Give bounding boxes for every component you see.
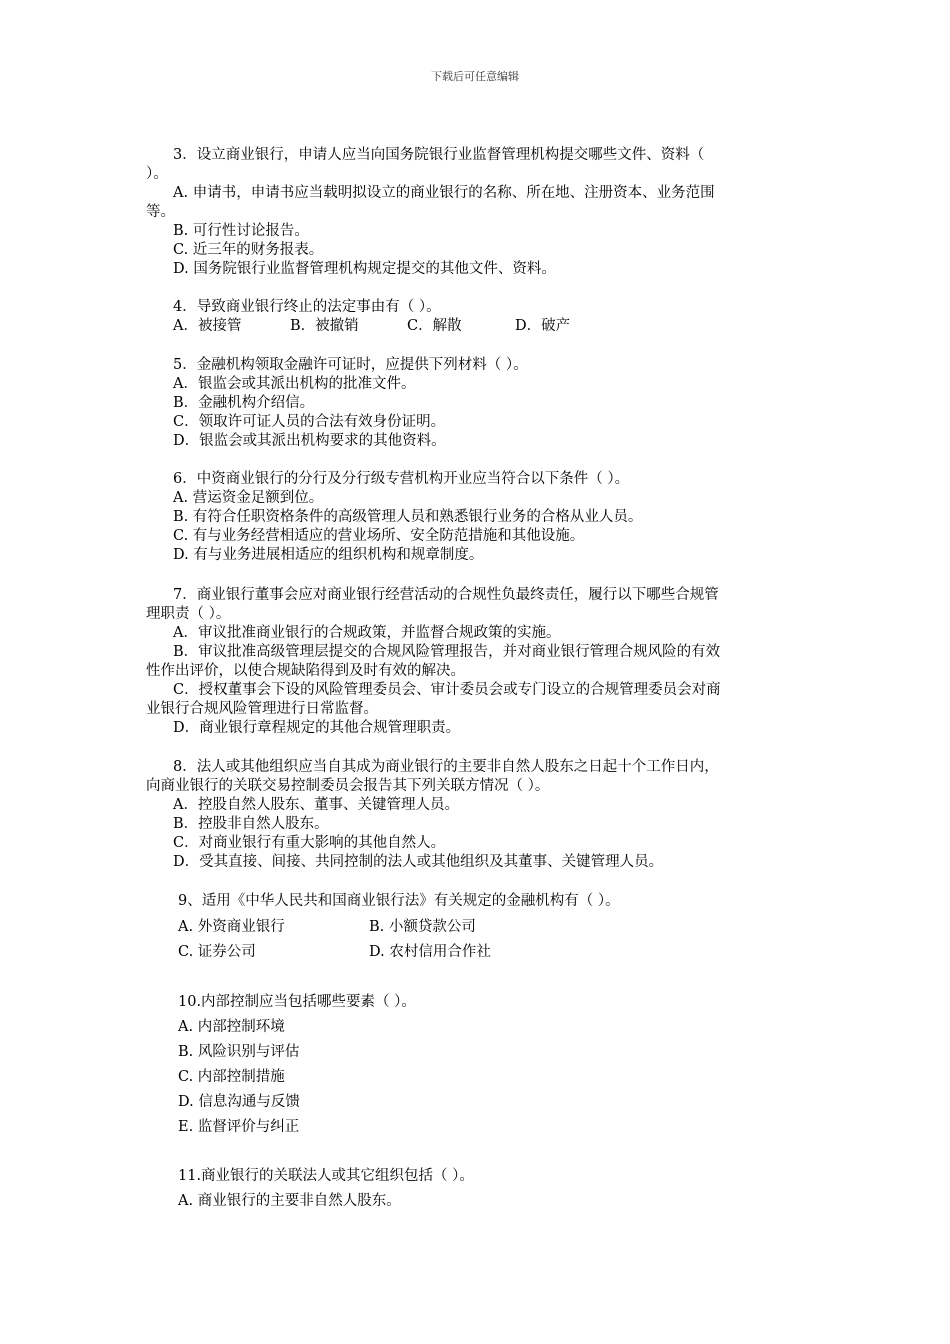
question-5-option-a: A．银监会或其派出机构的批准文件。	[173, 376, 416, 392]
question-7-option-a: A．审议批准商业银行的合规政策，并监督合规政策的实施。	[173, 625, 561, 641]
question-7-option-d: D．商业银行章程规定的其他合规管理职责。	[173, 720, 461, 736]
question-6-option-c: C. 有与业务经营相适应的营业场所、安全防范措施和其他设施。	[173, 528, 585, 544]
question-9-option-c: C. 证券公司	[178, 944, 256, 960]
question-6-stem: 6．中资商业银行的分行及分行级专营机构开业应当符合以下条件（ ）。	[173, 471, 630, 487]
question-6-option-b: B. 有符合任职资格条件的高级管理人员和熟悉银行业务的合格从业人员。	[173, 509, 643, 525]
question-8-stem-cont: 向商业银行的关联交易控制委员会报告其下列关联方情况（ ）。	[146, 778, 550, 794]
question-7-option-b-cont: 性作出评价，以使合规缺陷得到及时有效的解决。	[146, 663, 465, 679]
question-9-stem: 9、适用《中华人民共和国商业银行法》有关规定的金融机构有（ ）。	[178, 893, 620, 909]
question-7-option-b: B．审议批准高级管理层提交的合规风险管理报告，并对商业银行管理合规风险的有效	[173, 644, 721, 660]
question-5-option-b: B．金融机构介绍信。	[173, 395, 315, 411]
question-8-option-a: A．控股自然人股东、董事、关键管理人员。	[173, 797, 459, 813]
question-10-option-e: E. 监督评价与纠正	[178, 1119, 300, 1135]
question-10-option-c: C. 内部控制措施	[178, 1069, 285, 1085]
question-5-option-d: D．银监会或其派出机构要求的其他资料。	[173, 433, 446, 449]
question-11-option-a: A. 商业银行的主要非自然人股东。	[178, 1193, 401, 1209]
question-10-stem: 10.内部控制应当包括哪些要素（ ）。	[178, 994, 416, 1010]
question-6-option-d: D. 有与业务进展相适应的组织机构和规章制度。	[173, 547, 484, 563]
question-7-option-c: C．授权董事会下设的风险管理委员会、审计委员会或专门设立的合规管理委员会对商	[173, 682, 721, 698]
question-5-stem: 5．金融机构领取金融许可证时，应提供下列材料（ ）。	[173, 357, 528, 373]
question-8-option-d: D．受其直接、间接、共同控制的法人或其他组织及其董事、关键管理人员。	[173, 854, 664, 870]
question-9-option-d: D. 农村信用合作社	[369, 944, 491, 960]
page-header: 下载后可任意编辑	[431, 70, 519, 83]
question-4-option-b: B．被撤销	[290, 318, 359, 334]
question-8-option-c: C．对商业银行有重大影响的其他自然人。	[173, 835, 446, 851]
question-9-option-a: A. 外资商业银行	[178, 919, 285, 935]
question-5-option-c: C．领取许可证人员的合法有效身份证明。	[173, 414, 446, 430]
question-10-option-d: D. 信息沟通与反馈	[178, 1094, 300, 1110]
question-4-option-d: D．破产	[515, 318, 571, 334]
question-3-option-a: A. 申请书，申请书应当载明拟设立的商业银行的名称、所在地、注册资本、业务范围	[173, 185, 715, 201]
question-8-stem: 8．法人或其他组织应当自其成为商业银行的主要非自然人股东之日起十个工作日内，	[173, 759, 719, 775]
question-7-stem: 7．商业银行董事会应对商业银行经营活动的合规性负最终责任，履行以下哪些合规管	[173, 587, 719, 603]
question-4-option-c: C．解散	[407, 318, 462, 334]
question-4-option-a: A．被接管	[173, 318, 242, 334]
question-10-option-b: B. 风险识别与评估	[178, 1044, 300, 1060]
question-11-stem: 11.商业银行的关联法人或其它组织包括（ ）。	[178, 1168, 474, 1184]
question-7-option-c-cont: 业银行合规风险管理进行日常监督。	[146, 701, 378, 717]
question-3-option-a-cont: 等。	[146, 204, 175, 220]
question-3-option-b: B. 可行性讨论报告。	[173, 223, 309, 239]
question-8-option-b: B．控股非自然人股东。	[173, 816, 329, 832]
question-10-option-a: A. 内部控制环境	[178, 1019, 285, 1035]
question-3-stem: 3．设立商业银行，申请人应当向国务院银行业监督管理机构提交哪些文件、资料（	[173, 147, 705, 163]
question-4-stem: 4．导致商业银行终止的法定事由有（ ）。	[173, 299, 441, 315]
question-9-option-b: B. 小额贷款公司	[369, 919, 476, 935]
question-7-stem-cont: 理职责（ ）。	[146, 606, 231, 622]
question-3-stem-cont: ）。	[146, 166, 168, 182]
question-3-option-c: C. 近三年的财务报表。	[173, 242, 324, 258]
question-3-option-d: D. 国务院银行业监督管理机构规定提交的其他文件、资料。	[173, 261, 556, 277]
question-6-option-a: A. 营运资金足额到位。	[173, 490, 324, 506]
